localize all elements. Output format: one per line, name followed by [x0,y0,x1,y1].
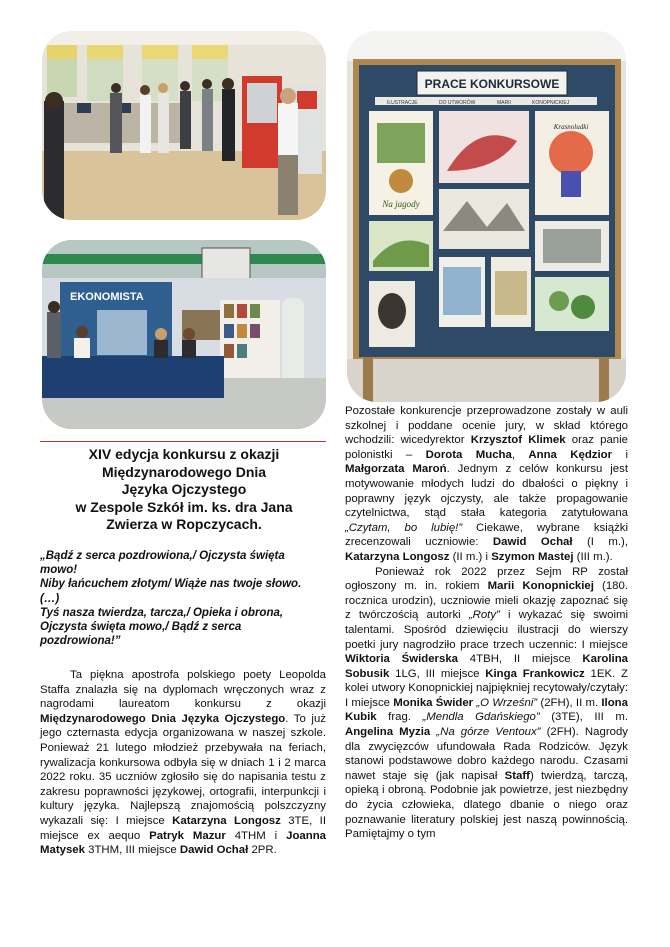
paragraph-jury: Pozostałe konkurencje przeprowadzone zostały w auli szkolnej i poddane ocenie jury, w skład którego wchodzili: wicedyrektor Krzysztof Klimek oraz panie polonistki – Dorota Mucha, Anna Kędzior i Małgorzata Maroń. Jednym z celów konkursu jest motywowanie młodych ludzi do dbałości o piękny i poprawny język ojczysty, ale także propagowanie czytelnictwa, stąd stała kategoria zatytułowana „Czytam, bo lubię!” Ciekawe, wybrane książki zrecenzowali uczniowie: Dawid Ochał (I m.), Katarzyna Longosz (II m.) i Szymon Mastej (III m.). [345,405,629,563]
paragraph-konopnicka: Ponieważ rok 2022 przez Sejm RP został ogłoszony m. in. rokiem Marii Konopnickiej (180. rocznica urodzin), uczniowie mieli okazję zapoznać się z twórczością autorki „Roty” i wykazać się swoimi talentami. Spośród dziewięciu ilustracji do wierszy poetki jury nagrodziło prace trzech uczennic: I miejsce Wiktoria Świderska 4TBH, II miejsce Karolina Sobusik 1LG, III miejsce Kinga Frankowicz 1EK. Z kolei utwory Konopnickiej najpiękniej recytowały/czytały: I miejsce Monika Świder „O Wrześni” (2FH), II m. Ilona Kubik frag. „Mendla Gdańskiego” (3TE), III m. Angelina Myzia „Na górze Ventoux” (2FH). Nagrody dla zwycięzców ufundowała Rada Rodziców. Język stanowi podstawowe dobro każdego narodu. Czasami nawet staje się (jak napisał Staff) twierdzą, tarczą, opieką i obroną. Podobnie jak powietrze, jest niezbędny do życia człowieka, dlatego dbanie o niego oraz poznawanie literatury polskiej jest naszą powinnością. Pamiętajmy o tym [345,565,628,841]
headline-line-3: Języka Ojczystego [121,481,247,497]
poem-line-7: pozdrowiona!” [40,635,121,648]
left-column [40,668,326,858]
right-column [345,404,628,842]
poem-line-5: Tyś nasza twierdza, tarcza,/ Opieka i obrona, [40,606,284,619]
board-strip-4: KONOPNICKIEJ [532,100,570,106]
board-strip-2: DO UTWORÓW [439,100,476,106]
headline-line-2: Międzynarodowego Dnia [101,463,267,480]
headline-rule [40,441,326,442]
headline-line-1: XIV edycja konkursu z okazji [88,446,280,462]
fair-banner-text: EKONOMISTA [70,291,144,303]
board-title-text: PRACE KONKURSOWE [424,77,560,91]
poem-line-6: Ojczysta święta mowo,/ Bądź z serca [40,621,242,634]
poem-line-3: Niby łańcuchem złotym/ Wiąże nas twoje słowo. [40,578,302,591]
headline-line-4: w Zespole Szkół im. ks. dra Jana [75,498,293,515]
paragraph-intro: Ta piękna apostrofa polskiego poety Leopolda Staffa znalazła się na dyplomach wręczonych wraz z nagrodami laureatom konkursu z okazji Międzynarodowego Dnia Języka Ojczystego. To już jego czternasta edycja organizowana w naszej szkole. Ponieważ 21 lutego młodzież przebywała na feriach, rywalizacja konkursowa odbyła się w dniach 1 i 2 marca 2022 roku. 35 uczniów zgłosiło się do napisania testu z zakresu poprawności językowej, ortografii, interpunkcji i kultury języka. Najlepszą znajomością polszczyzny wykazali się: I miejsce Katarzyna Longosz 3TE, II miejsce ex aequo Patryk Mazur 4THM i Joanna Matysek 3THM, III miejsce Dawid Ochał 2PR. [40,669,326,857]
photo-board [347,31,626,402]
headline-line-5: Zwierza w Ropczycach. [106,516,262,532]
board-drawing-caption-1: Na jagody [382,199,420,209]
board-strip-1: ILUSTRACJE [387,100,418,106]
photo-lab [42,31,326,220]
poem-line-4: (…) [40,592,60,605]
board-strip-3: MARII [497,100,511,106]
poem-line-2: mowo! [40,564,78,577]
photo-fair [42,240,326,429]
article-headline [44,446,324,534]
poem-quote [40,549,330,648]
board-drawing-caption-2: Krasnoludki [553,123,589,131]
poem-line-1: „Bądź z serca pozdrowiona,/ Ojczysta święta [40,550,285,562]
